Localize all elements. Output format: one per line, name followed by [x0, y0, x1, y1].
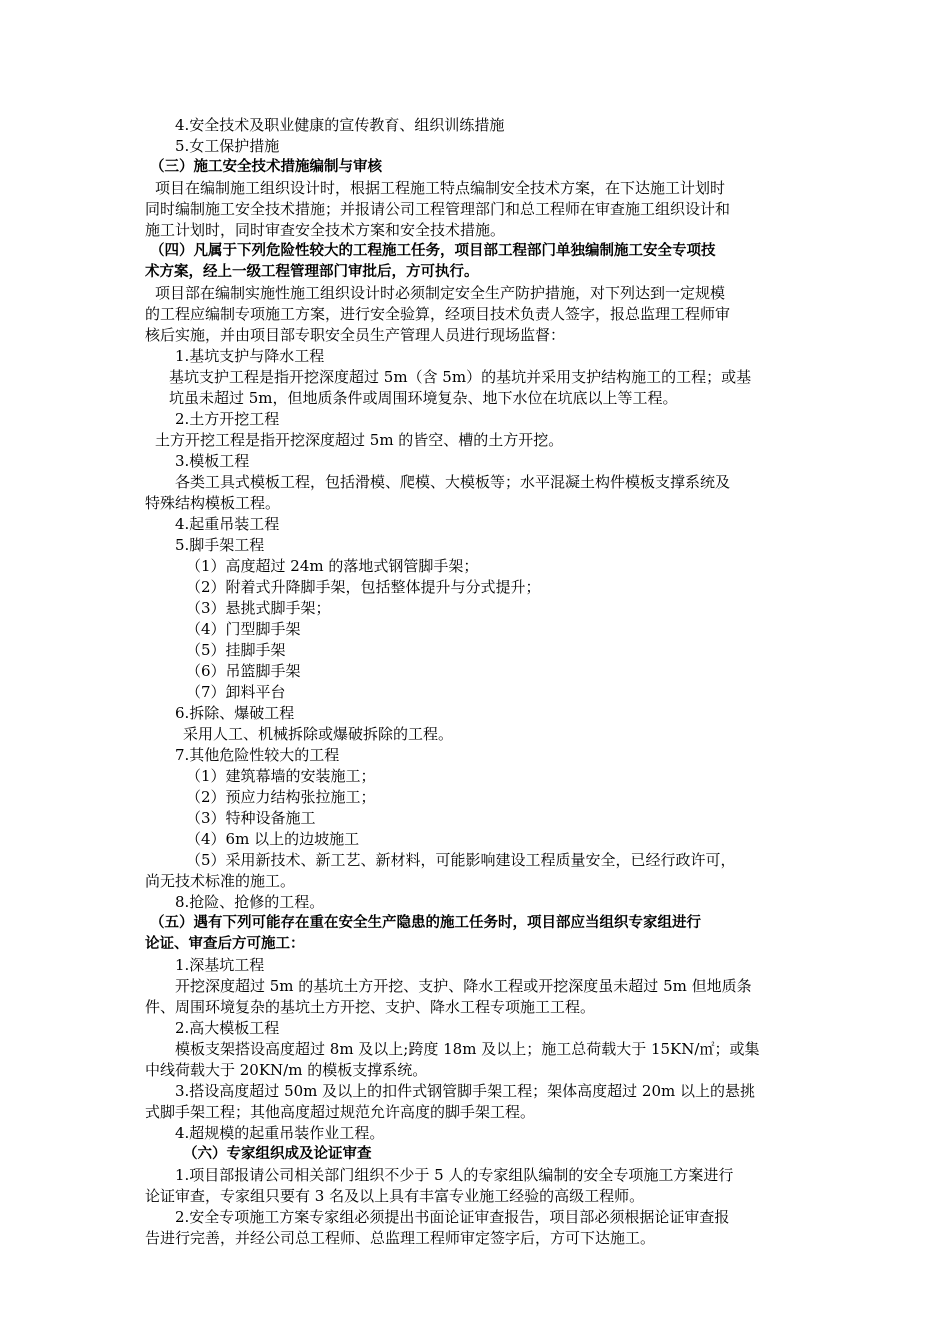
paragraph-line: 的工程应编制专项施工方案，进行安全验算，经项目技术负责人签字，报总监理工程师审 — [145, 305, 731, 323]
paragraph-line: 件、周围环境复杂的基坑土方开挖、支护、降水工程专项施工工程。 — [145, 998, 596, 1016]
list-item: （7）卸料平台 — [186, 683, 286, 701]
paragraph-line: 坑虽未超过 5m，但地质条件或周围环境复杂、地下水位在坑底以上等工程。 — [169, 389, 678, 407]
paragraph-line: 各类工具式模板工程，包括滑模、爬模、大模板等；水平混凝土构件模板支撑系统及 — [175, 473, 731, 491]
list-item: （3）特种设备施工 — [186, 809, 316, 827]
paragraph-line: 尚无技术标准的施工。 — [145, 872, 296, 890]
paragraph-line: 基坑支护工程是指开挖深度超过 5m（含 5m）的基坑并采用支护结构施工的工程；或基 — [169, 368, 752, 386]
paragraph-line: 开挖深度超过 5m 的基坑土方开挖、支护、降水工程或开挖深度虽未超过 5m 但地质条 — [175, 977, 752, 995]
list-item: （3）悬挑式脚手架； — [186, 599, 331, 617]
section-heading: 术方案，经上一级工程管理部门审批后，方可执行。 — [145, 264, 479, 280]
paragraph-line: 核后实施，并由项目部专职安全员生产管理人员进行现场监督： — [145, 326, 566, 344]
list-item: （2）附着式升降脚手架，包括整体提升与分式提升； — [186, 578, 541, 596]
list-item: （2）预应力结构张拉施工； — [186, 788, 376, 806]
list-item: （1）高度超过 24m 的落地式钢管脚手架； — [186, 557, 479, 575]
paragraph-line: 项目部在编制实施性施工组织设计时必须制定安全生产防护措施，对下列达到一定规模 — [155, 284, 726, 302]
list-item: （4）门型脚手架 — [186, 620, 301, 638]
paragraph-line: 项目在编制施工组织设计时，根据工程施工特点编制安全技术方案，在下达施工计划时 — [155, 179, 726, 197]
paragraph-line: 土方开挖工程是指开挖深度超过 5m 的皆空、槽的土方开挖。 — [155, 431, 564, 449]
list-item: （6）吊篮脚手架 — [186, 662, 301, 680]
list-item: 4.起重吊装工程 — [175, 515, 280, 533]
list-item: 3.模板工程 — [175, 452, 250, 470]
list-item: 2.安全专项施工方案专家组必须提出书面论证审查报告，项目部必须根据论证审查报 — [175, 1208, 730, 1226]
list-item: 1.基坑支护与降水工程 — [175, 347, 325, 365]
paragraph-line: 中线荷载大于 20KN/m 的模板支撑系统。 — [145, 1061, 428, 1079]
section-heading: （六）专家组织成及论证审查 — [183, 1146, 372, 1162]
paragraph-line: 施工计划时，同时审查安全技术方案和安全技术措施。 — [145, 221, 506, 239]
list-item: （4）6m 以上的边坡施工 — [186, 830, 360, 848]
list-item: 3.搭设高度超过 50m 及以上的扣件式钢管脚手架工程；架体高度超过 20m 以上的悬挑 — [175, 1082, 756, 1100]
list-item: 7.其他危险性较大的工程 — [175, 746, 340, 764]
paragraph-line: 式脚手架工程；其他高度超过规范允许高度的脚手架工程。 — [145, 1103, 536, 1121]
list-item: （1）建筑幕墙的安装施工； — [186, 767, 376, 785]
list-item: 2.土方开挖工程 — [175, 410, 280, 428]
list-item: （5）挂脚手架 — [186, 641, 286, 659]
list-item: （5）采用新技术、新工艺、新材料，可能影响建设工程质量安全，已经行政许可， — [186, 851, 736, 869]
paragraph-line: 告进行完善，并经公司总工程师、总监理工程师审定签字后，方可下达施工。 — [145, 1229, 656, 1247]
paragraph-line: 模板支架搭设高度超过 8m 及以上;跨度 18m 及以上；施工总荷载大于 15KN/㎡；或集 — [175, 1040, 760, 1058]
list-item: 5.女工保护措施 — [175, 137, 280, 155]
list-item: 1.深基坑工程 — [175, 956, 265, 974]
list-item: 1.项目部报请公司相关部门组织不少于 5 人的专家组队编制的安全专项施工方案进行 — [175, 1166, 734, 1184]
section-heading: （三）施工安全技术措施编制与审核 — [150, 159, 382, 175]
paragraph-line: 同时编制施工安全技术措施；并报请公司工程管理部门和总工程师在审查施工组织设计和 — [145, 200, 731, 218]
list-item: 2.高大模板工程 — [175, 1019, 280, 1037]
list-item: 4.安全技术及职业健康的宣传教育、组织训练措施 — [175, 116, 505, 134]
list-item: 5.脚手架工程 — [175, 536, 265, 554]
section-heading: 论证、审查后方可施工： — [145, 936, 305, 952]
section-heading: （四）凡属于下列危险性较大的工程施工任务，项目部工程部门单独编制施工安全专项技 — [150, 243, 716, 259]
list-item: 4.超规模的起重吊装作业工程。 — [175, 1124, 385, 1142]
section-heading: （五）遇有下列可能存在重在安全生产隐患的施工任务时，项目部应当组织专家组进行 — [150, 915, 701, 931]
list-item: 8.抢险、抢修的工程。 — [175, 893, 325, 911]
paragraph-line: 论证审查，专家组只要有 3 名及以上具有丰富专业施工经验的高级工程师。 — [145, 1187, 645, 1205]
paragraph-line: 特殊结构模板工程。 — [145, 494, 281, 512]
paragraph-line: 采用人工、机械拆除或爆破拆除的工程。 — [183, 725, 454, 743]
list-item: 6.拆除、爆破工程 — [175, 704, 295, 722]
